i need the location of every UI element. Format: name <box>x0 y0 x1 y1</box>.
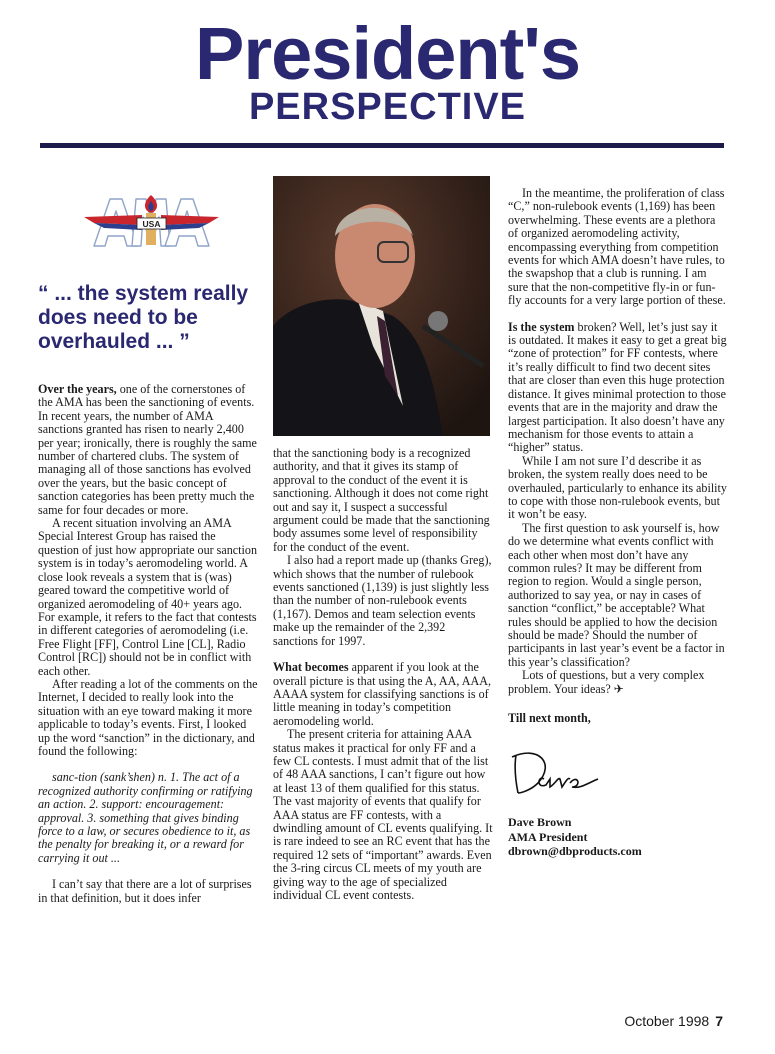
handwritten-signature <box>508 743 618 803</box>
article-column-2 <box>273 447 493 902</box>
pull-quote: “ ... the system really does need to be overhauled ... ” <box>38 282 249 353</box>
issue-date: October 1998 <box>624 1013 710 1029</box>
paragraph: The present criteria for attaining AAA status makes it practical for only FF and a few CL contests. I must admit that of the list of 48 AAA sanctions, I can’t figure out how at least 13 of them qualified for this status. The vast majority of events that qualify for AAA status are FF contests, with a dwindling amount of CL events qualifying. It is rare indeed to see an RC event that has the required 12 sets of “important” awards. Even the 3-ring circus CL meets of my youth are giving way to the age of specialized individual CL event contests. <box>273 727 493 902</box>
paragraph-text: apparent if you look at the overall picture is that using the A, AA, AAA, AAAA system for classifying sanctions is of little meaning in today’s competition aeromodeling world. <box>273 660 491 728</box>
author-title: AMA President <box>508 829 588 844</box>
author-photo <box>273 176 490 436</box>
header-rule <box>40 143 724 148</box>
ama-logo <box>84 193 219 249</box>
author-name: Dave Brown <box>508 815 572 830</box>
run-in-head: Over the years, <box>38 382 117 396</box>
paragraph: Lots of questions, but a very complex problem. Your ideas? ✈ <box>508 668 705 696</box>
paragraph <box>38 383 258 517</box>
page-number: 7 <box>715 1013 723 1029</box>
paragraph: After reading a lot of the comments on the Internet, I decided to really look into the situation with an eye toward making it more applicable to today’s events. First, I looked up the word “sanction” in the dictionary, and found the following: <box>38 676 258 758</box>
paragraph: While I am not sure I’d describe it as broken, the system really does need to be overhauled, particularly to enhance its ability to cope with those non-rulebook events, but it won’t be easy. <box>508 453 727 522</box>
logo-badge: USA <box>142 219 161 229</box>
run-in-head: What becomes <box>273 660 349 675</box>
author-block <box>508 815 728 859</box>
paragraph: In the meantime, the proliferation of class “C,” non-rulebook events (1,169) has been overwhelming. These events are a plethora of organized aeromodeling activity, encompassing everything from competition events for which AMA doesn’t have rules, to the swapshop that a club is running. I am sure that the non-competitive fly-in or fun-fly accounts for a very large portion of these. <box>508 186 726 308</box>
paragraph-text: broken? Well, let’s just say it is outdated. It makes it easy to get a great big “zone of protection” for FF contests, where it’s really difficult to find two decent sites that are closer than even this huge protection distance. It gives minimal protection to those events that are in the majority and draw the largest participation. It also doesn’t have any mechanism for those events to attain a “higher” status. <box>508 319 727 455</box>
article-column-1 <box>38 383 258 905</box>
paragraph: that the sanctioning body is a recognized authority, and that it gives its stamp of approval to the conduct of the event it is sanctioning. Although it does not come right out and say it, I suspect a successful argument could be made that the sanctioning body assumes some level of responsibility for the conduct of the event. <box>273 446 490 554</box>
page-subtitle: PERSPECTIVE <box>248 86 527 128</box>
paragraph: I also had a report made up (thanks Greg), which shows that the number of rulebook events sanctioned (1,139) is just slightly less than the number of non-rulebook events (1,167). Demos and team selection events make up the remainder of the 2,392 sanctions for 1997. <box>273 553 492 648</box>
page-title: President's <box>195 12 580 95</box>
author-email[interactable]: dbrown@dbproducts.com <box>508 844 642 859</box>
run-in-head: Is the system <box>508 319 575 334</box>
paragraph: I can’t say that there are a lot of surprises in that definition, but it does infer <box>38 877 252 905</box>
paragraph <box>508 321 728 455</box>
article-column-3 <box>508 187 728 859</box>
paragraph-text: one of the cornerstones of the AMA has been the sanctioning of events. In recent years, the number of AMA sanctions granted has risen to nearly 2,400 per year; ironically, there is roughly the same number of chartered clubs. The system of managing all of those sanctions has evolved over the years, but the basic concept of sanction categories has been pretty much the same for four decades or more. <box>38 382 257 517</box>
closing-line: Till next month, <box>508 711 591 726</box>
paragraph: The first question to ask yourself is, how do we determine what events conflict with each other when most don’t have any common rules? It may be different from region to region. Would a single person, authorized to say yea, or nay in cases of sanction “conflict,” be acceptable? What rules should be applied to how the decision should be made? Should the number of participants in last year’s event be a factor in this year’s classification? <box>508 520 725 669</box>
dictionary-definition <box>38 771 258 865</box>
paragraph <box>273 661 493 728</box>
paragraph: A recent situation involving an AMA Special Interest Group has raised the question of just how appropriate our sanction system is in today’s aeromodeling world. A close look reveals a system that is (was) geared toward the competitive world of organized aeromodeling of 40+ years ago. For example, it refers to the fact that contests in different categories of aeromodeling (i.e. Free Flight [FF], Control Line [CL], Radio Control [RC]) should not be in conflict with each other. <box>38 516 257 678</box>
definition-text: sanc-tion (sank’shen) n. 1. The act of a recognized authority confirming or ratifying an action. 2. support: encouragement: approval. 3. something that gives binding force to a law, or secures obedience to it, as the penalty for breaking it, or a reward for carrying it out ... <box>38 770 253 865</box>
page-footer <box>624 1013 723 1029</box>
